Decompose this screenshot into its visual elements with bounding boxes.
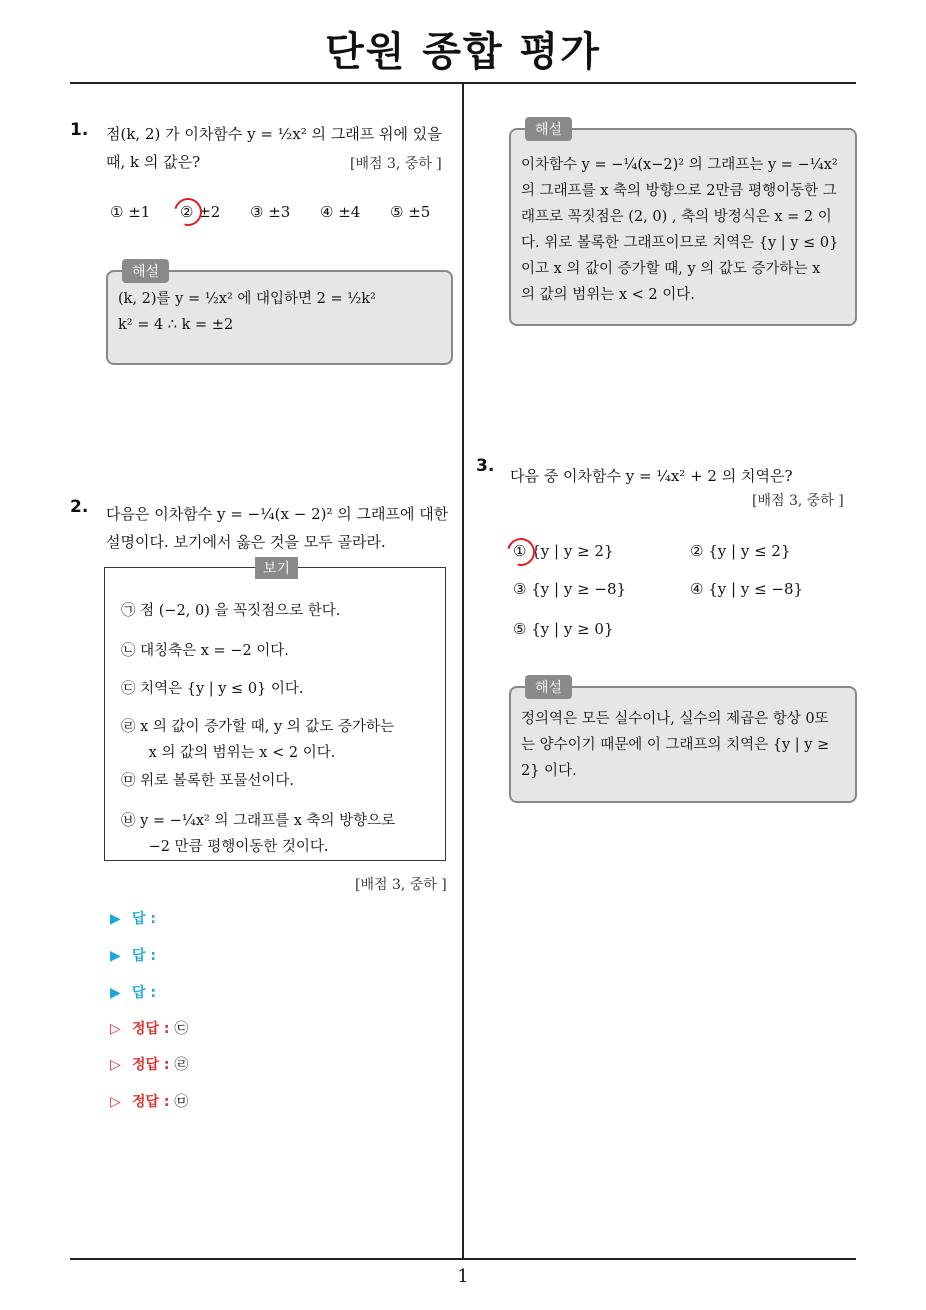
question-text: 다음 중 이차함수 y = ¼x² + 2 의 치역은? xyxy=(510,467,793,485)
solution-line: 2} 이다. xyxy=(521,763,577,779)
triangle-outline-icon: ▷ xyxy=(110,1094,121,1110)
bogi-tag: 보기 xyxy=(255,557,298,579)
column-divider xyxy=(462,84,464,1259)
play-icon: ▶ xyxy=(110,911,121,927)
footer-rule xyxy=(70,1258,856,1260)
bogi-item xyxy=(121,768,294,794)
answer-label: 답 : xyxy=(132,985,156,1001)
answer-line[interactable] xyxy=(110,908,156,928)
answer-label: 답 : xyxy=(132,911,156,927)
page-title: 단원 종합 평가 xyxy=(325,29,601,75)
solution-box xyxy=(509,680,857,803)
solution-line: 의 값의 범위는 x < 2 이다. xyxy=(521,287,695,303)
question-line: 점(k, 2) 가 이차함수 y = ½x² 의 그래프 위에 있을 xyxy=(106,125,442,143)
solution-body xyxy=(521,152,845,308)
score-label: [배점 3, 중하 ] xyxy=(350,156,442,172)
solution-body xyxy=(118,286,441,338)
selected-answer-mark xyxy=(169,193,207,231)
bogi-line: ㉢ 치역은 {y | y ≤ 0} 이다. xyxy=(121,681,304,697)
solution-line: 이고 x 의 값이 증가할 때, y 의 값도 증가하는 x xyxy=(521,261,821,277)
solution-tag: 해설 xyxy=(525,675,572,699)
solution-line: 의 그래프를 x 축의 방향으로 2만큼 평행이동한 그 xyxy=(521,183,837,199)
solution-tag: 해설 xyxy=(122,259,169,283)
solution-line: 는 양수이기 때문에 이 그래프의 치역은 {y | y ≥ xyxy=(521,737,830,753)
choice-1[interactable]: ① ±1 xyxy=(110,203,151,221)
solution-tag: 해설 xyxy=(525,117,572,141)
solution-line: 래프로 꼭짓점은 (2, 0) , 축의 방정식은 x = 2 이 xyxy=(521,209,832,225)
correct-answer-line xyxy=(110,1018,188,1038)
solution-box xyxy=(106,264,453,365)
solution-line: k² = 4 ∴ k = ±2 xyxy=(118,317,234,333)
question-number: 3. xyxy=(476,456,495,476)
bogi-line: −2 만큼 평행이동한 것이다. xyxy=(121,839,329,855)
bogi-line: x 의 값의 범위는 x < 2 이다. xyxy=(121,745,336,761)
correct-label: 정답 : xyxy=(132,1094,170,1110)
solution-line: 이차함수 y = −¼(x−2)² 의 그래프는 y = −¼x² xyxy=(521,157,838,173)
bogi-line: ㉤ 위로 볼록한 포물선이다. xyxy=(121,773,295,789)
page-number: 1 xyxy=(457,1266,469,1287)
correct-value: ㉤ xyxy=(174,1094,189,1110)
triangle-outline-icon: ▷ xyxy=(110,1021,121,1037)
choice-5[interactable]: ⑤ ±5 xyxy=(390,203,431,221)
correct-label: 정답 : xyxy=(132,1057,170,1073)
bogi-line: ㉥ y = −¼x² 의 그래프를 x 축의 방향으로 xyxy=(121,813,396,829)
question-line: 설명이다. 보기에서 옳은 것을 모두 골라라. xyxy=(106,533,386,551)
correct-value: ㉣ xyxy=(174,1057,189,1073)
bogi-line: ㉣ x 의 값이 증가할 때, y 의 값도 증가하는 xyxy=(121,719,395,735)
solution-line: (k, 2)를 y = ½x² 에 대입하면 2 = ½k² xyxy=(118,291,376,307)
bogi-item xyxy=(121,714,394,766)
question-line: 때, k 의 값은? xyxy=(106,153,201,171)
choice-2[interactable]: ② {y | y ≤ 2} xyxy=(690,542,791,560)
choice-1[interactable]: ① {y | y ≥ 2} xyxy=(513,542,614,560)
answer-label: 답 : xyxy=(132,948,156,964)
correct-value: ㉢ xyxy=(174,1021,189,1037)
score-label: [배점 3, 중하 ] xyxy=(355,877,447,893)
choice-3[interactable]: ③ ±3 xyxy=(250,203,291,221)
bogi-item xyxy=(121,676,304,702)
bogi-line: ㉡ 대칭축은 x = −2 이다. xyxy=(121,643,289,659)
correct-answer-line xyxy=(110,1091,188,1111)
question-line: 다음은 이차함수 y = −¼(x − 2)² 의 그래프에 대한 xyxy=(106,505,449,523)
solution-line: 정의역은 모든 실수이나, 실수의 제곱은 항상 0또 xyxy=(521,711,829,727)
score-label: [배점 3, 중하 ] xyxy=(752,493,844,509)
bogi-box xyxy=(104,561,446,861)
selected-answer-mark xyxy=(502,533,540,571)
play-icon: ▶ xyxy=(110,948,121,964)
solution-box xyxy=(509,122,857,326)
answer-line[interactable] xyxy=(110,982,156,1002)
question-number: 2. xyxy=(70,497,89,517)
choice-4[interactable]: ④ {y | y ≤ −8} xyxy=(690,580,804,598)
bogi-line: ㉠ 점 (−2, 0) 을 꼭짓점으로 한다. xyxy=(121,603,341,619)
solution-line: 다. 위로 볼록한 그래프이므로 치역은 {y | y ≤ 0} xyxy=(521,235,839,251)
bogi-item xyxy=(121,808,395,860)
bogi-item xyxy=(121,598,340,624)
correct-answer-line xyxy=(110,1054,188,1074)
triangle-outline-icon: ▷ xyxy=(110,1057,121,1073)
bogi-item xyxy=(121,638,289,664)
play-icon: ▶ xyxy=(110,985,121,1001)
choice-2[interactable]: ② ±2 xyxy=(180,203,221,221)
choice-4[interactable]: ④ ±4 xyxy=(320,203,361,221)
choice-3[interactable]: ③ {y | y ≥ −8} xyxy=(513,580,627,598)
correct-label: 정답 : xyxy=(132,1021,170,1037)
question-number: 1. xyxy=(70,120,89,140)
answer-line[interactable] xyxy=(110,945,156,965)
choice-5[interactable]: ⑤ {y | y ≥ 0} xyxy=(513,620,614,638)
solution-body xyxy=(521,706,845,784)
question-text xyxy=(106,500,461,556)
